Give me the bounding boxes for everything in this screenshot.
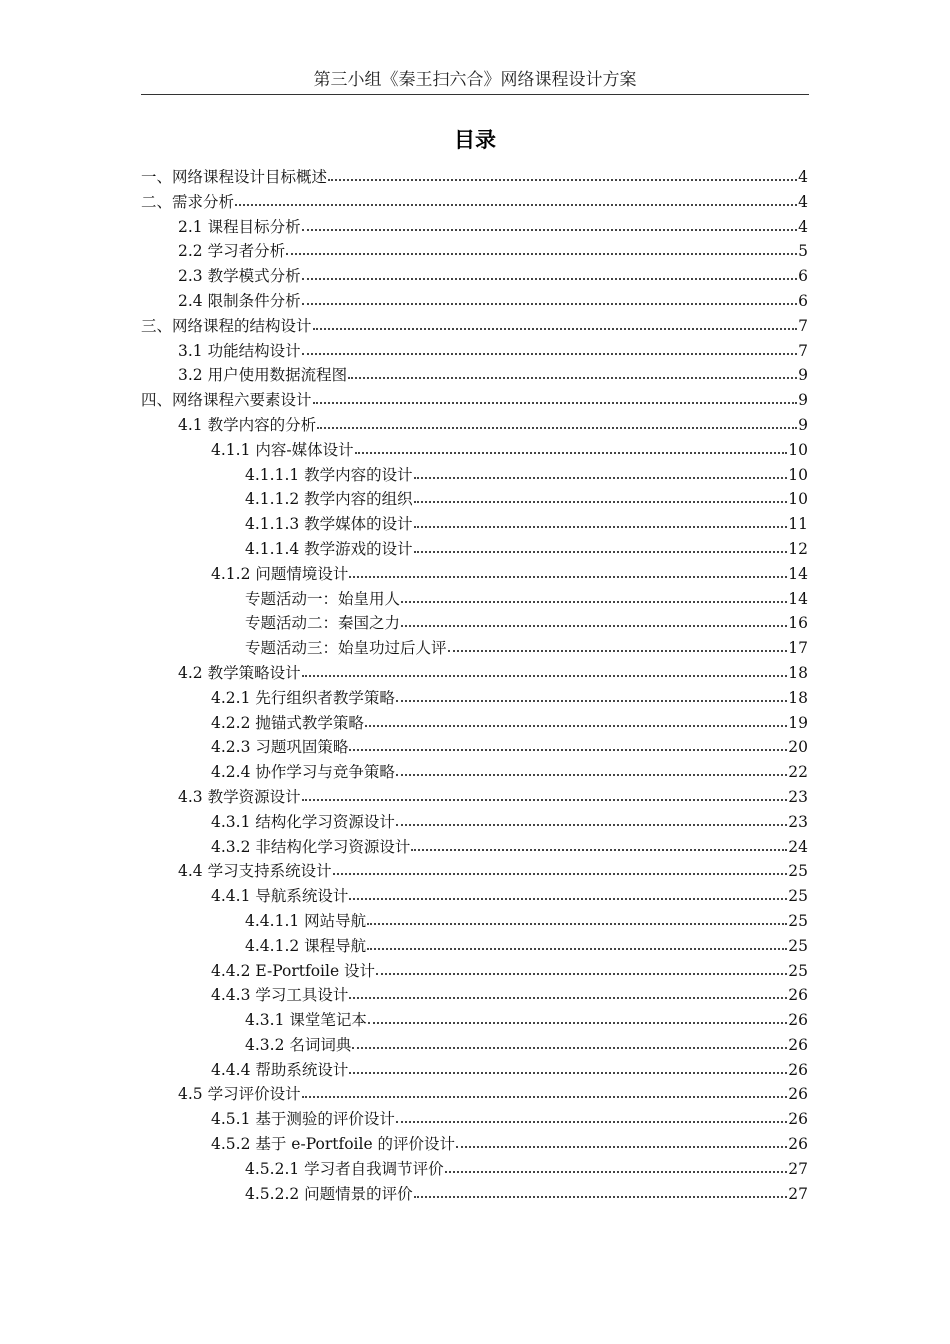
toc-entry[interactable] xyxy=(141,611,808,636)
toc-entry-label: 4.3.2 非结构化学习资源设计 xyxy=(211,837,411,856)
dot-leader xyxy=(349,985,787,1001)
dot-leader xyxy=(302,662,788,678)
toc-entry[interactable] xyxy=(141,190,808,215)
dot-leader xyxy=(367,910,787,926)
toc-entry-label: 4.4.1 导航系统设计 xyxy=(211,887,349,906)
dot-leader xyxy=(414,489,788,505)
dot-leader xyxy=(348,365,797,381)
toc-entry-page-number: 25 xyxy=(788,862,808,881)
dot-leader xyxy=(414,1183,788,1199)
dot-leader xyxy=(414,514,788,530)
toc-entry-label: 4.2.4 协作学习与竞争策略 xyxy=(211,763,395,782)
dot-leader xyxy=(328,167,797,183)
toc-entry-label: 三、网络课程的结构设计 xyxy=(141,316,312,335)
toc-entry-page-number: 4 xyxy=(798,217,808,236)
dot-leader xyxy=(368,1010,787,1026)
dot-leader xyxy=(302,340,798,356)
toc-entry[interactable] xyxy=(141,785,808,810)
toc-entry[interactable] xyxy=(141,636,808,661)
toc-entry-page-number: 9 xyxy=(798,415,808,434)
toc-entry-page-number: 27 xyxy=(788,1184,808,1203)
dot-leader xyxy=(396,811,787,827)
toc-entry-page-number: 14 xyxy=(788,589,808,608)
toc-entry-label: 4.5.2.2 问题情景的评价 xyxy=(245,1184,413,1203)
toc-entry-page-number: 9 xyxy=(798,366,808,385)
toc-entry-page-number: 22 xyxy=(788,763,808,782)
toc-entry[interactable] xyxy=(141,165,808,190)
toc-entry[interactable] xyxy=(141,388,808,413)
toc-entry[interactable] xyxy=(141,1082,808,1107)
header-rule xyxy=(141,94,809,95)
toc-entry-label: 4.1.2 问题情境设计 xyxy=(211,564,349,583)
toc-entry[interactable] xyxy=(141,1058,808,1083)
toc-entry-page-number: 25 xyxy=(788,911,808,930)
toc-entry-page-number: 11 xyxy=(788,515,808,534)
dot-leader xyxy=(396,762,787,778)
toc-entry-label: 4.3.2 名词词典 xyxy=(245,1035,352,1054)
toc-entry[interactable] xyxy=(141,934,808,959)
toc-entry-page-number: 26 xyxy=(788,1110,808,1129)
dot-leader xyxy=(401,613,787,629)
toc-entry-page-number: 23 xyxy=(788,787,808,806)
toc-entry-page-number: 14 xyxy=(788,564,808,583)
toc-entry-label: 4.1.1.2 教学内容的组织 xyxy=(245,490,413,509)
toc-entry-page-number: 10 xyxy=(788,490,808,509)
toc-entry[interactable] xyxy=(141,884,808,909)
toc-entry-page-number: 18 xyxy=(788,663,808,682)
toc-entry-page-number: 17 xyxy=(788,639,808,658)
toc-entry[interactable] xyxy=(141,1132,808,1157)
toc-entry[interactable] xyxy=(141,215,808,240)
toc-entry-page-number: 26 xyxy=(788,1085,808,1104)
dot-leader xyxy=(333,861,788,877)
toc-entry-page-number: 16 xyxy=(788,614,808,633)
toc-entry-page-number: 20 xyxy=(788,738,808,757)
dot-leader xyxy=(445,1158,788,1174)
toc-entry-label: 4.5.1 基于测验的评价设计 xyxy=(211,1110,395,1129)
toc-entry-label: 4.4.4 帮助系统设计 xyxy=(211,1060,349,1079)
dot-leader xyxy=(414,538,788,554)
toc-entry-label: 2.2 学习者分析 xyxy=(178,242,286,261)
toc-entry[interactable] xyxy=(141,983,808,1008)
dot-leader xyxy=(349,1059,787,1075)
toc-entry[interactable] xyxy=(141,810,808,835)
toc-entry[interactable] xyxy=(141,1008,808,1033)
toc-entry-page-number: 23 xyxy=(788,812,808,831)
toc-entry-label: 4.2.1 先行组织者教学策略 xyxy=(211,688,395,707)
dot-leader xyxy=(367,935,787,951)
toc-entry-page-number: 7 xyxy=(798,316,808,335)
toc-entry[interactable] xyxy=(141,661,808,686)
toc-entry-label: 二、需求分析 xyxy=(141,192,235,211)
toc-entry-label: 3.1 功能结构设计 xyxy=(178,341,301,360)
toc-entry-label: 专题活动三：始皇功过后人评 xyxy=(245,639,447,658)
toc-entry-label: 4.4.1.2 课程导航 xyxy=(245,936,367,955)
toc-entry-label: 4.4 学习支持系统设计 xyxy=(178,862,332,881)
toc-entry-label: 4.4.2 E-Portfoile 设计 xyxy=(211,961,376,980)
toc-entry[interactable] xyxy=(141,537,808,562)
toc-entry[interactable] xyxy=(141,438,808,463)
dot-leader xyxy=(396,687,787,703)
toc-entry[interactable] xyxy=(141,264,808,289)
toc-entry-label: 2.4 限制条件分析 xyxy=(178,291,301,310)
toc-entry-page-number: 4 xyxy=(798,168,808,186)
toc-entry[interactable] xyxy=(141,463,808,488)
dot-leader xyxy=(401,588,787,604)
running-header: 第三小组《秦王扫六合》网络课程设计方案 xyxy=(313,70,637,90)
dot-leader xyxy=(302,1084,788,1100)
toc-entry[interactable] xyxy=(141,587,808,612)
toc-entry-label: 4.5.2.1 学习者自我调节评价 xyxy=(245,1159,444,1178)
toc-entry[interactable] xyxy=(141,487,808,512)
toc-entry-label: 专题活动二：秦国之力 xyxy=(245,614,401,633)
toc-entry[interactable] xyxy=(141,289,808,314)
toc-entry-label: 4.1 教学内容的分析 xyxy=(178,415,317,434)
toc-entry-page-number: 26 xyxy=(788,1060,808,1079)
toc-entry-page-number: 6 xyxy=(798,267,808,286)
dot-leader xyxy=(376,960,787,976)
toc-entry-label: 4.5 学习评价设计 xyxy=(178,1085,301,1104)
toc-entry-page-number: 18 xyxy=(788,688,808,707)
toc-entry[interactable] xyxy=(141,339,808,364)
toc-entry[interactable] xyxy=(141,711,808,736)
dot-leader xyxy=(349,886,787,902)
toc-entry-page-number: 5 xyxy=(798,242,808,261)
toc-entry-label: 4.4.3 学习工具设计 xyxy=(211,986,349,1005)
toc-entry-page-number: 10 xyxy=(788,465,808,484)
toc-entry-page-number: 6 xyxy=(798,291,808,310)
dot-leader xyxy=(302,786,788,802)
dot-leader xyxy=(317,414,797,430)
toc-entry-label: 4.1.1 内容-媒体设计 xyxy=(211,440,354,459)
dot-leader xyxy=(302,290,798,306)
dot-leader xyxy=(235,191,797,207)
toc-entry-label: 4.2.3 习题巩固策略 xyxy=(211,738,349,757)
toc-entry[interactable] xyxy=(141,859,808,884)
toc-entry-page-number: 19 xyxy=(788,713,808,732)
toc-entry[interactable] xyxy=(141,686,808,711)
toc-entry[interactable] xyxy=(141,909,808,934)
toc-entry[interactable] xyxy=(141,562,808,587)
toc-entry-page-number: 26 xyxy=(788,1035,808,1054)
toc-entry[interactable] xyxy=(141,363,808,388)
toc-entry-label: 2.1 课程目标分析 xyxy=(178,217,301,236)
toc-entry[interactable] xyxy=(141,314,808,339)
toc-entry[interactable] xyxy=(141,1033,808,1058)
dot-leader xyxy=(456,1134,787,1150)
toc-entry[interactable] xyxy=(141,835,808,860)
toc-entry[interactable] xyxy=(141,413,808,438)
dot-leader xyxy=(396,1109,787,1125)
dot-leader xyxy=(349,737,787,753)
toc-entry[interactable] xyxy=(141,239,808,264)
toc-entry-page-number: 26 xyxy=(788,986,808,1005)
dot-leader xyxy=(286,241,797,257)
toc-entry[interactable] xyxy=(141,959,808,984)
dot-leader xyxy=(313,390,798,406)
toc-entry-page-number: 10 xyxy=(788,440,808,459)
toc-entry-label: 4.3 教学资源设计 xyxy=(178,787,301,806)
toc-entry-page-number: 27 xyxy=(788,1159,808,1178)
toc-entry-page-number: 26 xyxy=(788,1135,808,1154)
dot-leader xyxy=(349,563,787,579)
toc-entry-label: 4.3.1 结构化学习资源设计 xyxy=(211,812,395,831)
toc-entry-page-number: 9 xyxy=(798,391,808,410)
toc-entry-label: 3.2 用户使用数据流程图 xyxy=(178,366,348,385)
dot-leader xyxy=(302,216,798,232)
toc-entry-page-number: 25 xyxy=(788,887,808,906)
toc-entry-label: 4.2 教学策略设计 xyxy=(178,663,301,682)
toc-entry[interactable] xyxy=(141,760,808,785)
table-of-contents xyxy=(141,165,808,1206)
toc-entry-label: 4.2.2 抛锚式教学策略 xyxy=(211,713,364,732)
dot-leader xyxy=(313,315,798,331)
toc-entry-label: 4.5.2 基于 e-Portfoile 的评价设计 xyxy=(211,1135,456,1154)
toc-entry-page-number: 25 xyxy=(788,936,808,955)
toc-entry-label: 专题活动一：始皇用人 xyxy=(245,589,401,608)
dot-leader xyxy=(411,836,787,852)
toc-entry-page-number: 4 xyxy=(798,192,808,211)
toc-entry-label: 4.1.1.1 教学内容的设计 xyxy=(245,465,413,484)
toc-entry[interactable] xyxy=(141,1157,808,1182)
toc-entry-label: 2.3 教学模式分析 xyxy=(178,267,301,286)
toc-entry-page-number: 26 xyxy=(788,1011,808,1030)
toc-entry-page-number: 7 xyxy=(798,341,808,360)
toc-entry[interactable] xyxy=(141,1182,808,1207)
toc-entry-label: 四、网络课程六要素设计 xyxy=(141,391,312,410)
toc-entry[interactable] xyxy=(141,735,808,760)
dot-leader xyxy=(352,1034,787,1050)
dot-leader xyxy=(448,638,788,654)
toc-entry[interactable] xyxy=(141,1107,808,1132)
dot-leader xyxy=(355,439,788,455)
toc-entry-label: 4.4.1.1 网站导航 xyxy=(245,911,367,930)
toc-entry-page-number: 25 xyxy=(788,961,808,980)
toc-entry-label: 4.1.1.3 教学媒体的设计 xyxy=(245,515,413,534)
toc-entry[interactable] xyxy=(141,512,808,537)
toc-entry-label: 4.1.1.4 教学游戏的设计 xyxy=(245,539,413,558)
toc-entry-page-number: 12 xyxy=(788,539,808,558)
dot-leader xyxy=(414,464,788,480)
toc-entry-label: 一、网络课程设计目标概述 xyxy=(141,168,328,186)
toc-entry-label: 4.3.1 课堂笔记本 xyxy=(245,1011,367,1030)
toc-entry-page-number: 24 xyxy=(788,837,808,856)
dot-leader xyxy=(302,266,798,282)
dot-leader xyxy=(365,712,787,728)
toc-title: 目录 xyxy=(454,128,496,152)
